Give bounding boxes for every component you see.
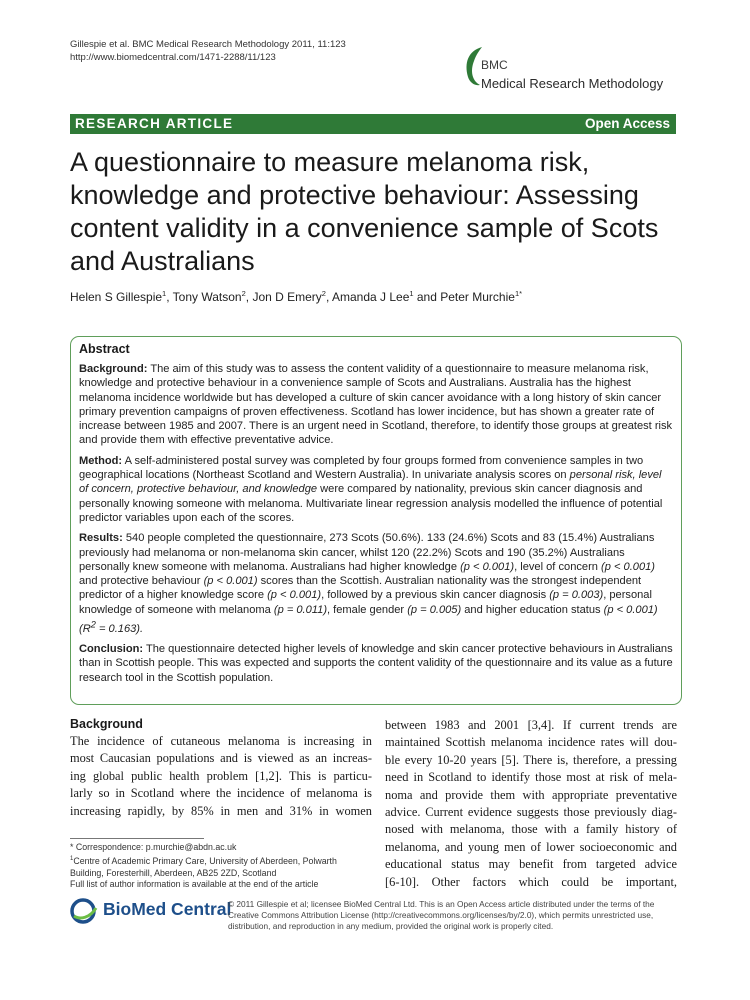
abstract-method-label: Method:: [79, 454, 123, 467]
author-name: Jon D Emery: [252, 290, 322, 304]
article-type-banner: [70, 114, 676, 134]
abstract-results-text: and higher education status: [461, 603, 604, 616]
p-value: (p < 0.001): [267, 589, 322, 602]
r-squared-sup: 2: [90, 619, 96, 630]
abstract-results-text: , followed by a previous skin cancer diagnosis: [321, 589, 550, 602]
background-paragraph-continued: [385, 717, 677, 891]
abstract-method-text: A self-administered postal survey was completed by four groups formed from convenience samples in two geographical locations (Northeast Scotland and Western Australia). In univariate analysis scores on: [79, 454, 644, 482]
abstract-results-text: and protective behaviour: [79, 575, 204, 588]
body-line: educational status may benefit from targeted advice: [385, 857, 677, 872]
author-name: Tony Watson: [172, 290, 242, 304]
body-line: between 1983 and 2001 [3,4]. If current trends are: [385, 718, 677, 732]
p-value: (p < 0.001): [601, 560, 655, 573]
abstract-results-text: , personal knowledge of someone with melanoma: [79, 589, 652, 616]
affiliation-note: [70, 854, 370, 880]
citation-header: [70, 38, 346, 64]
p-value: (p < 0.001): [460, 560, 515, 573]
background-heading: Background: [70, 717, 143, 731]
abstract-results-text: , female gender: [327, 603, 408, 616]
footnotes: [70, 842, 370, 891]
body-line: ble every 10-20 years [5]. There is, therefore, a pressing: [385, 752, 677, 767]
correspondence-note: * Correspondence: p.murchie@abdn.ac.uk: [70, 842, 237, 852]
abstract-heading: Abstract: [79, 342, 130, 356]
p-value: (p = 0.003): [549, 589, 604, 602]
abstract-conclusion-label: Conclusion:: [79, 643, 144, 656]
body-line: noma and provide them with appropriate preventative: [385, 787, 677, 802]
author-separator: ,: [325, 290, 332, 304]
journal-logo-bmc: BMC: [481, 58, 508, 72]
author-name: Amanda J Lee: [331, 290, 410, 304]
open-access-label: Open Access: [584, 116, 670, 131]
abstract-results: [79, 531, 673, 636]
author-list: [70, 289, 522, 304]
body-line: ing global public health problem [1,2]. This is particu-: [70, 768, 372, 783]
abstract-results-text: scores than the Scottish. Australian nationality was the strongest independent predictor of a higher knowledge score: [79, 575, 642, 602]
body-line: need in Scotland to identify those most at risk of mela-: [385, 770, 677, 785]
abstract-method-text: were compared by nationality, previous skin cancer diagnosis and personally knowing someone with melanoma. Multivariate linear regression analysis modelled the influence of potential predictor variables upon each of the scores.: [79, 483, 663, 524]
abstract-background-label: Background:: [79, 363, 148, 375]
body-line: nosed with melanoma, those with a family history of: [385, 822, 677, 837]
r-squared-open: (R: [79, 622, 91, 635]
body-line: increasing rapidly, by 85% in men and 31% in women: [70, 803, 372, 818]
journal-name: Medical Research Methodology: [481, 76, 664, 91]
r-squared: [79, 619, 144, 635]
author-info-note: Full list of author information is available at the end of the article: [70, 879, 319, 890]
abstract-background: [79, 362, 673, 448]
abstract-background-text: The aim of this study was to assess the content validity of a questionnaire to measure melanoma risk, knowledge and protective behaviour in a convenience sample of Scots and Australians. Australia has the highest melanoma incidence worldwide but has developed a culture of skin cancer avoidance with a long history of skin cancer primary prevention campaigns of proven effectiveness. Scotland has lower incidence, but has shown a greater rate of increase between 1985 and 2007. There is an urgent need in Scotland, therefore, to identify those groups at greatest risk and provide them with effective preventative advice.: [79, 363, 673, 447]
body-line: [6-10]. Other factors which could be important,: [385, 874, 677, 889]
author-affiliation-sup: 1: [409, 289, 414, 298]
body-line: most Caucasian populations and is viewed as an increas-: [70, 751, 372, 766]
author-name: Helen S Gillespie: [70, 290, 163, 304]
author-affiliation-sup: 2: [241, 289, 246, 298]
citation-line-1: Gillespie et al. BMC Medical Research Methodology 2011, 11:123: [70, 39, 346, 50]
author-separator: ,: [166, 290, 173, 304]
body-line: advice. Current evidence suggests those previously diag-: [385, 804, 677, 819]
author-separator: and: [413, 290, 441, 304]
body-line: The incidence of cutaneous melanoma is increasing in: [70, 734, 372, 748]
abstract-conclusion: [79, 642, 673, 685]
body-column-right: [385, 717, 677, 891]
body-line: melanoma, and young men of lower socioeconomic and: [385, 839, 677, 854]
p-value: (p < 0.001): [203, 575, 258, 588]
abstract-results-text: 540 people completed the questionnaire, 273 Scots (50.6%). 133 (24.6%) Scots and 83 (15.4%) Australians previously had melanoma or non-melanoma skin cancer, whilst 120 (22.2%) Scots and 190 (35.2%) Australians personally knew someone with melanoma. Australians had higher knowledge: [79, 532, 655, 573]
affiliation-sup: 1: [70, 855, 74, 862]
abstract-method: [79, 454, 673, 525]
author-name: Peter Murchie: [440, 290, 515, 304]
author-affiliation-sup: 1: [162, 289, 167, 298]
biomed-central-circle-icon: [70, 898, 100, 924]
p-value: (p = 0.005): [407, 603, 462, 616]
body-line: larly so in Scotland where the incidence of melanoma is: [70, 786, 372, 801]
author-affiliation-sup: 1*: [514, 289, 523, 298]
footnote-rule: [70, 838, 204, 839]
p-value: (p = 0.011): [273, 603, 328, 616]
biomed-central-logo-text: BioMed Central: [103, 899, 232, 919]
abstract-conclusion-text: The questionnaire detected higher levels of knowledge and skin cancer protective behaviours in Australians than in Scottish people. This was expected and supports the content validity of the questionnaire and its value as a future research tool in the Scottish population.: [79, 643, 673, 684]
article-type-label: RESEARCH ARTICLE: [75, 116, 234, 131]
affiliation-text: Centre of Academic Primary Care, University of Aberdeen, Polwarth Building, Foresterhill, Aberdeen, AB25 2ZD, Scotland: [70, 855, 337, 878]
author-affiliation-sup: 2: [321, 289, 326, 298]
citation-url[interactable]: http://www.biomedcentral.com/1471-2288/11/123: [70, 52, 276, 63]
r-squared-value: = 0.163).: [95, 622, 144, 635]
abstract-results-text: , level of concern: [514, 560, 602, 573]
biomed-central-logo: [70, 898, 232, 924]
background-paragraph: [70, 733, 372, 820]
abstract-box: [70, 336, 682, 705]
abstract-method-italic: personal risk, level of concern, protective behaviour, and knowledge: [79, 469, 662, 496]
body-column-left: [70, 717, 372, 820]
p-value: (p < 0.001): [603, 603, 658, 616]
author-separator: ,: [245, 290, 253, 304]
journal-logo: [462, 45, 677, 93]
license-text: © 2011 Gillespie et al; licensee BioMed Central Ltd. This is an Open Access article distributed under the terms of the Creative Commons Attribution License (http://creativecommons.org/licenses/by/2.0), which permits unrestricted use, distribution, and reproduction in any medium, provided the original work is properly cited.: [228, 899, 655, 932]
body-line: maintained Scottish melanoma incidence rates will dou-: [385, 735, 677, 750]
abstract-results-label: Results:: [79, 532, 123, 545]
article-title: A questionnaire to measure melanoma risk, knowledge and protective behaviour: Assessing content validity in a convenience sample of Scots and Australians: [70, 147, 659, 276]
